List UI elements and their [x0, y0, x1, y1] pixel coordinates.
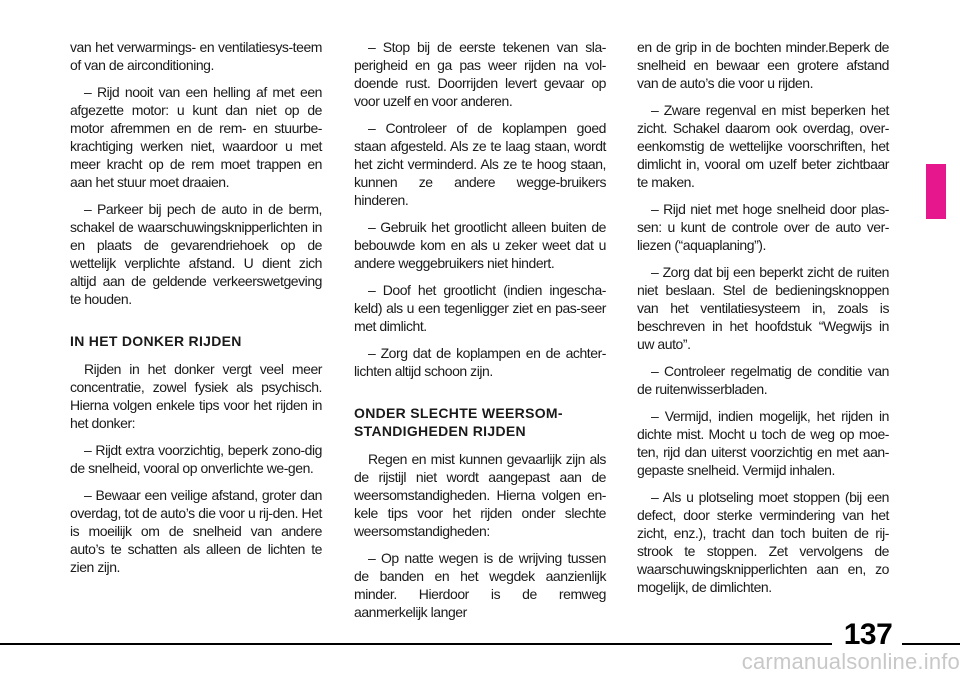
text-column-right — [637, 38, 889, 605]
paragraph: – Zware regenval en mist beperken het zicht. Schakel daarom ook overdag, over-eenkomstig de wettelijke voorschriften, het dimlicht in, vooral om uzelf beter zichtbaar te maken. — [637, 102, 889, 190]
paragraph: – Bewaar een veilige afstand, groter dan overdag, tot de auto’s die voor u rij-den. Het is moeilijk om de snelheid van andere auto’s te schatten als alleen de lichten te zien zijn. — [70, 487, 322, 575]
paragraph: – Rijd niet met hoge snelheid door plas-sen: u kunt de controle over de auto ver-liezen (“aquaplaning”). — [637, 201, 889, 253]
heading-line: ONDER SLECHTE WEERSOM- — [354, 405, 563, 421]
paragraph: – Parkeer bij pech de auto in de berm, schakel de waarschuwingsknipperlichten in en plaats de gevarendriehoek op de wettelijk verplichte afstand. U dient zich altijd aan de geldende verkeerswetgeving te houden. — [70, 201, 322, 307]
paragraph: – Stop bij de eerste tekenen van sla-perigheid en ga pas weer rijden na vol-doende rust. Doorrijden levert gevaar op voor uzelf en voor anderen. — [354, 39, 606, 109]
paragraph: – Vermijd, indien mogelijk, het rijden in dichte mist. Mocht u toch de weg op moe-ten, rijd dan uiterst voorzichtig en met aan-gepaste snelheid. Vermijd inhalen. — [637, 408, 889, 478]
chapter-tab — [926, 164, 946, 219]
heading-line: STANDIGHEDEN RIJDEN — [354, 423, 526, 439]
paragraph: en de grip in de bochten minder.Beperk de snelheid en bewaar een grotere afstand van de auto’s die voor u rijden. — [637, 39, 889, 91]
section-heading-bad-weather — [354, 404, 606, 440]
footer-rule — [0, 643, 832, 645]
watermark: carmanualsonline.info — [741, 649, 960, 674]
text-column-middle — [354, 38, 606, 630]
footer-rule — [902, 643, 960, 645]
paragraph: – Zorg dat bij een beperkt zicht de ruiten niet beslaan. Stel de bedieningsknoppen van het ventilatiesysteem in, zoals is beschreven in het hoofdstuk “Wegwijs in uw auto”. — [637, 264, 889, 352]
paragraph: – Gebruik het grootlicht alleen buiten de bebouwde kom en als u zeker weet dat u andere weggebruikers niet hindert. — [354, 219, 606, 271]
paragraph: – Controleer of de koplampen goed staan afgesteld. Als ze te laag staan, wordt het zicht verminderd. Als ze te hoog staan, kunnen ze andere wegge-bruikers hinderen. — [354, 120, 606, 208]
page-number: 137 — [843, 618, 893, 651]
paragraph: – Controleer regelmatig de conditie van de ruitenwisserbladen. — [637, 363, 889, 397]
paragraph: – Op natte wegen is de wrijving tussen de banden en het wegdek aanzienlijk minder. Hierdoor is de remweg aanmerkelijk langer — [354, 550, 606, 620]
paragraph: – Rijdt extra voorzichtig, beperk zono-dig de snelheid, vooral op onverlichte we-gen. — [70, 442, 322, 476]
paragraph: – Als u plotseling moet stoppen (bij een defect, door sterke vermindering van het zicht, enz.), tracht dan toch buiten de rij-strook te stoppen. Zet vervolgens de waarschuwingsknipperlichten aan en, zo mogelijk, de dimlichten. — [637, 489, 889, 595]
text-column-left — [70, 38, 322, 585]
paragraph: Rijden in het donker vergt veel meer concentratie, zowel fysiek als psychisch. Hierna volgen enkele tips voor het rijden in het donker: — [70, 361, 322, 431]
paragraph: – Rijd nooit van een helling af met een afgezette motor: u kunt dan niet op de motor afremmen en de rem- en stuurbe-krachtiging werken niet, waardoor u met meer kracht op de rem moet trappen en aan het stuur moet draaien. — [70, 84, 322, 190]
paragraph: van het verwarmings- en ventilatiesys-teem of van de airconditioning. — [70, 39, 322, 73]
paragraph: – Zorg dat de koplampen en de achter-lichten altijd schoon zijn. — [354, 345, 606, 379]
paragraph: Regen en mist kunnen gevaarlijk zijn als de rijstijl niet wordt aangepast aan de weersomstandigheden. Hierna volgen en-kele tips voor het rijden onder slechte weersomstandigheden: — [354, 451, 606, 539]
section-heading-dark-driving: IN HET DONKER RIJDEN — [70, 333, 242, 349]
paragraph: – Doof het grootlicht (indien ingescha-keld) als u een tegenligger ziet en pas-seer met dimlicht. — [354, 282, 606, 334]
